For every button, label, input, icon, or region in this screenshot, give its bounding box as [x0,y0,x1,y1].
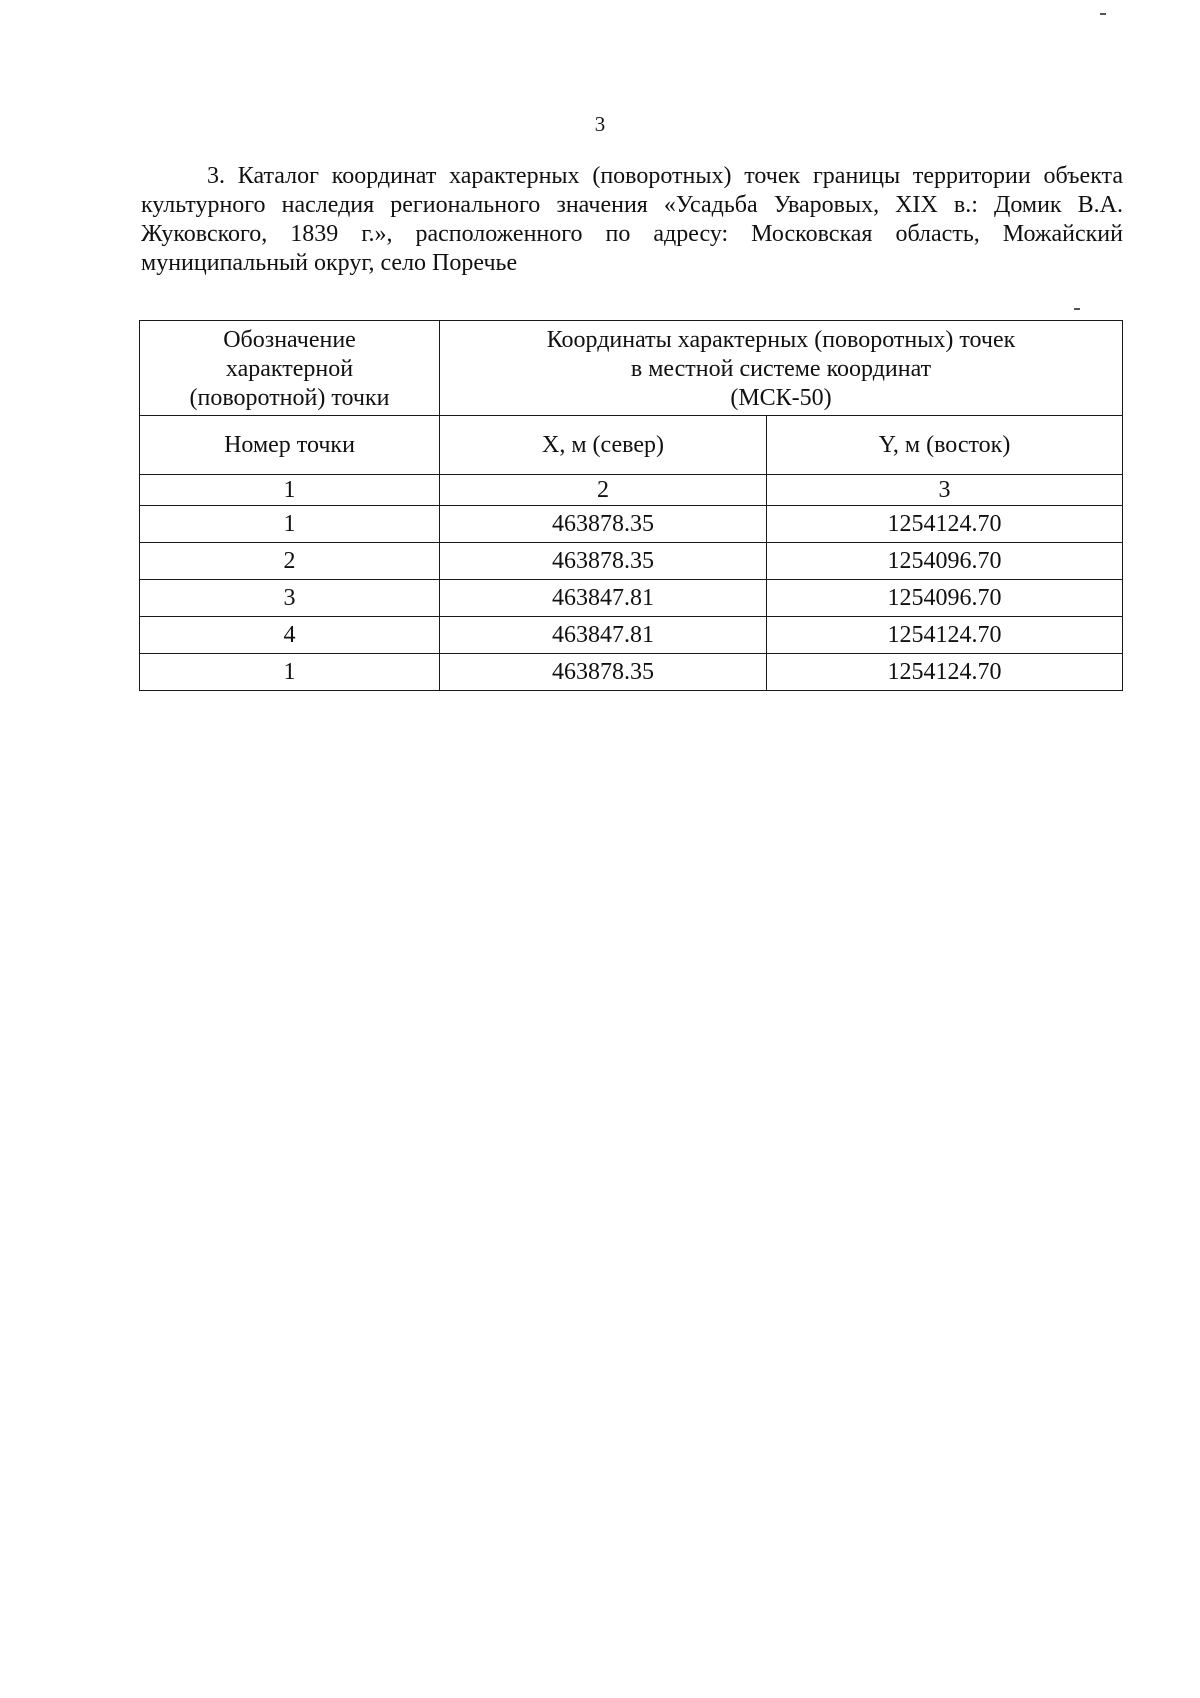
point-number-cell: 3 [140,580,440,617]
page-number: 3 [594,112,606,136]
x-coordinate-cell: 463847.81 [440,580,767,617]
y-coordinate-cell: 1254124.70 [767,506,1123,543]
header-line: (поворотной) точки [189,384,390,411]
header-line: (МСК-50) [730,384,832,411]
x-coordinate-cell: 463878.35 [440,506,767,543]
subheader-x: X, м (север) [440,416,767,475]
y-coordinate-cell: 1254124.70 [767,617,1123,654]
y-coordinate-cell: 1254124.70 [767,654,1123,691]
table-row [140,543,1123,580]
catalog-paragraph: 3. Каталог координат характерных (поворотных) точек границы территории объекта культурного наследия регионального значения «Усадьба Уваровых, XIX в.: Домик В.А. Жуковского, 1839 г.», расположенного по адресу: Московская область, Можайский муниципальный округ, село Поречье [141,163,1123,276]
header-line: Обозначение [223,326,356,353]
scan-artifact [1074,308,1080,310]
table-row [140,654,1123,691]
x-coordinate-cell: 463847.81 [440,617,767,654]
table-header-row [140,321,1123,416]
point-number-cell: 1 [140,506,440,543]
header-line: Координаты характерных (поворотных) точек [546,326,1016,353]
column-number-row [140,475,1123,506]
table-row [140,506,1123,543]
coordinates-table [139,320,1123,691]
scan-artifact [1100,13,1106,15]
header-point-designation [140,321,440,416]
header-line: характерной [225,355,354,382]
x-coordinate-cell: 463878.35 [440,654,767,691]
point-number-cell: 4 [140,617,440,654]
y-coordinate-cell: 1254096.70 [767,580,1123,617]
point-number-cell: 2 [140,543,440,580]
table-subheader-row [140,416,1123,475]
column-number: 3 [767,475,1123,506]
header-coordinates [440,321,1123,416]
column-number: 2 [440,475,767,506]
subheader-y: Y, м (восток) [767,416,1123,475]
column-number: 1 [140,475,440,506]
table-row [140,617,1123,654]
y-coordinate-cell: 1254096.70 [767,543,1123,580]
point-number-cell: 1 [140,654,440,691]
table-row [140,580,1123,617]
subheader-point-number: Номер точки [140,416,440,475]
x-coordinate-cell: 463878.35 [440,543,767,580]
header-line: в местной системе координат [630,355,932,382]
